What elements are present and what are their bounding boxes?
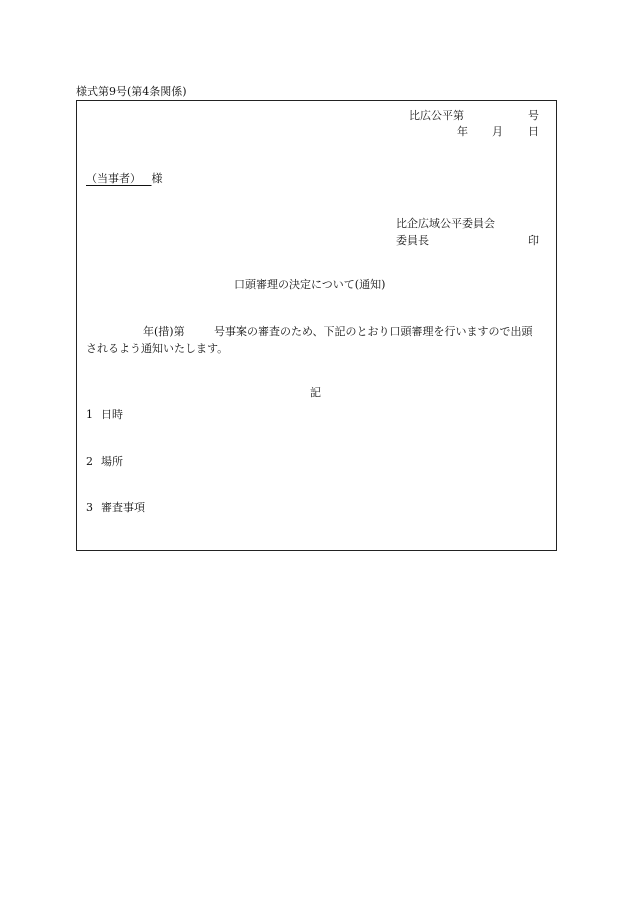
- item-number-1: 1: [86, 408, 93, 421]
- recipient-name: （当事者）: [86, 172, 141, 185]
- recipient-underline-space: [141, 172, 152, 185]
- date-day: 日: [528, 125, 539, 138]
- recipient: [86, 173, 163, 184]
- form-label: 様式第9号(第4条関係): [76, 85, 187, 98]
- body-line2: されるよう通知いたします。: [86, 342, 229, 355]
- item-label-3: 審査事項: [101, 501, 145, 514]
- issuer-title: 委員長: [396, 234, 429, 247]
- item-number-3: 3: [86, 501, 93, 514]
- item-label-1: 日時: [101, 408, 123, 421]
- document-title: 口頭審理の決定について(通知): [234, 278, 386, 291]
- date-year: 年: [457, 125, 468, 138]
- ki-heading: 記: [310, 386, 321, 399]
- doc-number-prefix: 比広公平第: [409, 109, 464, 122]
- date-month: 月: [492, 125, 503, 138]
- body-line1-a: 年(措)第: [143, 325, 185, 338]
- issuer-seal: 印: [528, 234, 539, 247]
- item-label-2: 場所: [101, 455, 123, 468]
- issuer-org: 比企広域公平委員会: [396, 217, 495, 230]
- item-number-2: 2: [86, 455, 93, 468]
- recipient-honorific: 様: [151, 172, 163, 185]
- body-line1-b: 号事案の審査のため、下記のとおり口頭審理を行いますので出頭: [214, 325, 533, 338]
- doc-number-suffix: 号: [528, 109, 539, 122]
